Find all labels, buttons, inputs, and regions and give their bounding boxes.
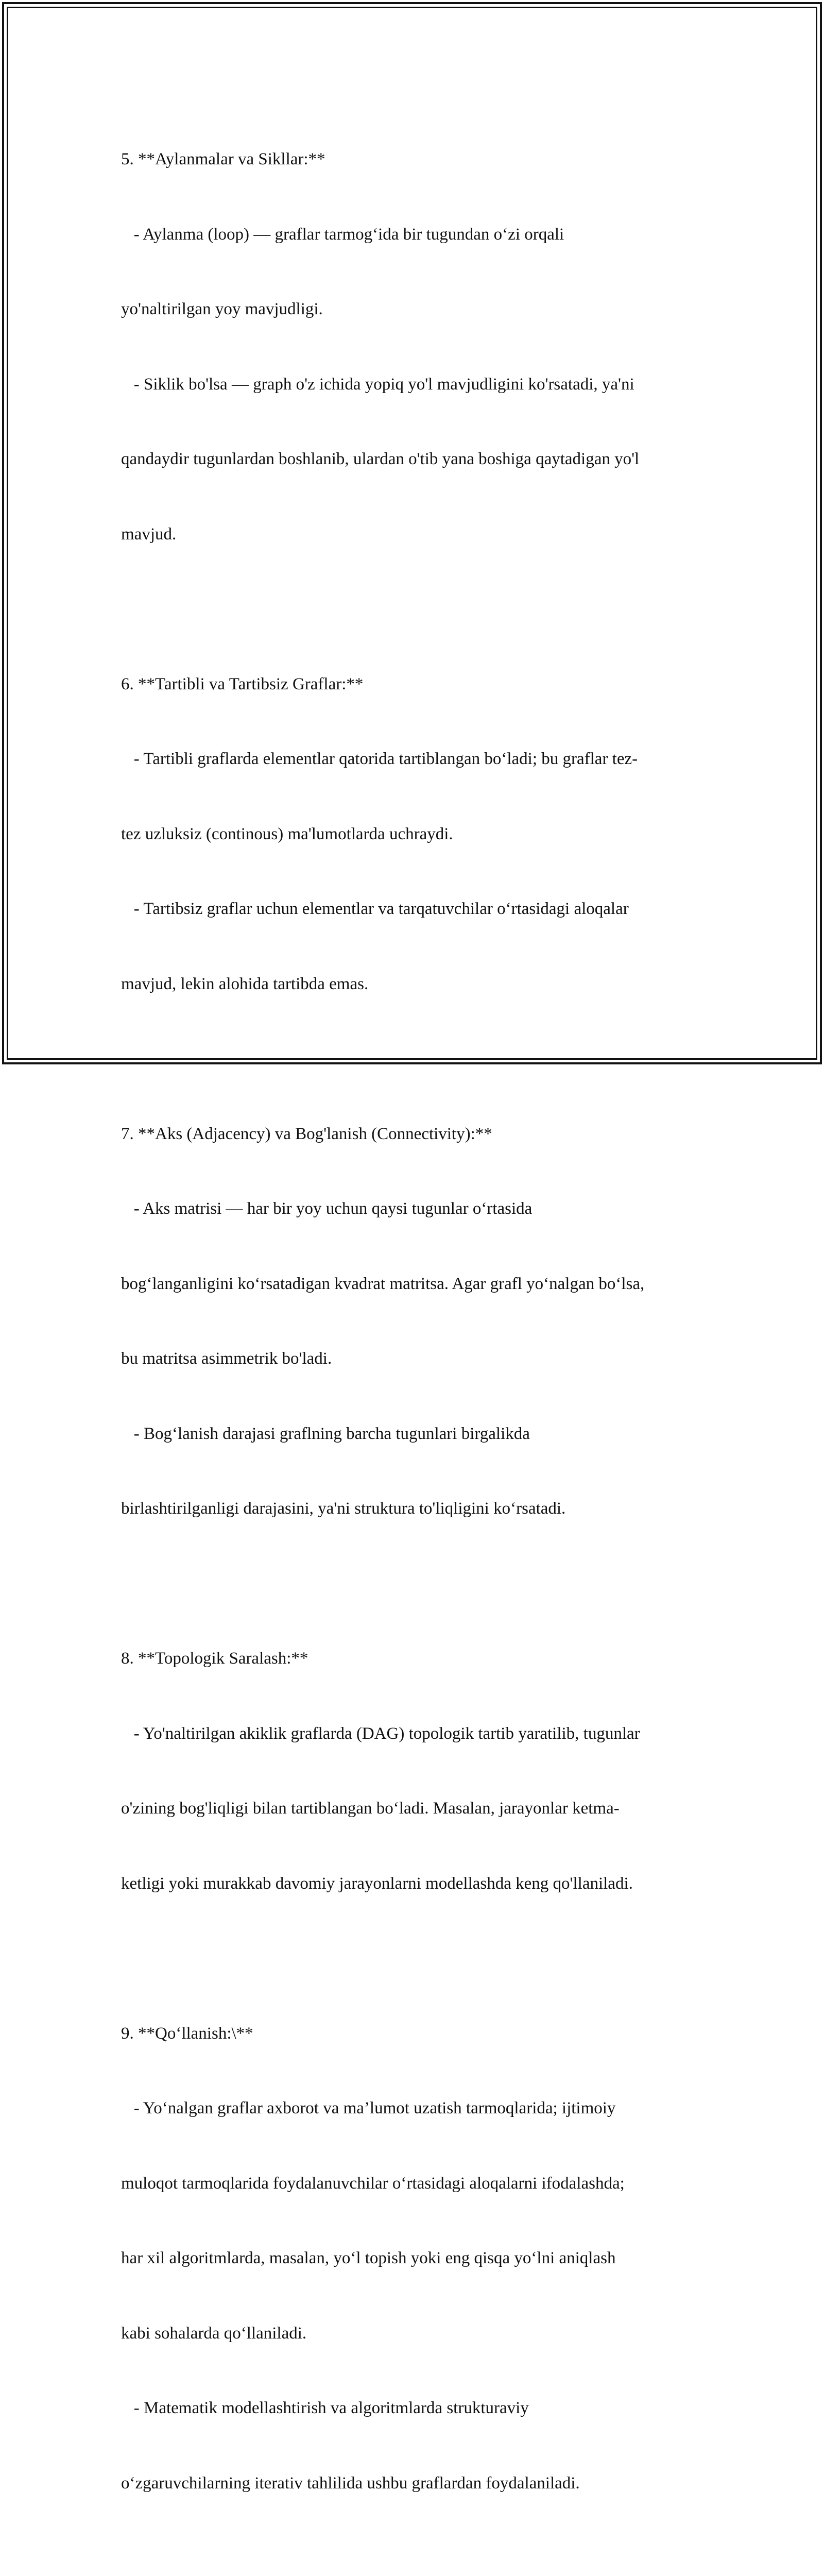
text-line: - Aylanma (loop) — graflar tarmog‘ida bir tugundan o‘zi orqali [121, 225, 564, 244]
text-line: bu matritsa asimmetrik bo'ladi. [121, 1349, 332, 1368]
text-line: har xil algoritmlarda, masalan, yo‘l topish yoki eng qisqa yo‘lni aniqlash [121, 2249, 616, 2267]
blank-line [121, 1946, 708, 1971]
text-line: muloqot tarmoqlarida foydalanuvchilar o‘rtasidagi aloqalarni ifodalashda; [121, 2174, 625, 2193]
blank-line [121, 597, 708, 622]
document-body [121, 97, 708, 2576]
text-line: 8. **Topologik Saralash:** [121, 1649, 308, 1668]
blank-line [121, 1046, 708, 1072]
text-line: - Yo‘nalgan graflar axborot va ma’lumot uzatish tarmoqlarida; ijtimoiy [121, 2099, 616, 2117]
text-line: - Siklik bo'lsa — graph o'z ichida yopiq yo'l mavjudligini ko'rsatadi, ya'ni [121, 375, 634, 394]
text-line: birlashtirilganligi darajasini, ya'ni struktura to'liqligini ko‘rsatadi. [121, 1499, 566, 1518]
text-line: 7. **Aks (Adjacency) va Bog'lanish (Connectivity):** [121, 1124, 492, 1143]
text-line: yo'naltirilgan yoy mavjudligi. [121, 300, 323, 318]
text-line: 5. **Aylanmalar va Sikllar:** [121, 150, 325, 168]
text-line: qandaydir tugunlardan boshlanib, ulardan o'tib yana boshiga qaytadigan yo'l [121, 450, 640, 468]
text-line: - Yo'naltirilgan akiklik graflarda (DAG) topologik tartib yaratilib, tugunlar [121, 1724, 640, 1743]
text-line: - Matematik modellashtirish va algoritmlarda strukturaviy [121, 2399, 529, 2417]
text-line: - Bog‘lanish darajasi graflning barcha tugunlari birgalikda [121, 1424, 530, 1443]
text-line: tez uzluksiz (continous) ma'lumotlarda uchraydi. [121, 824, 453, 843]
text-line: mavjud, lekin alohida tartibda emas. [121, 974, 369, 993]
text-line: 6. **Tartibli va Tartibsiz Graflar:** [121, 674, 364, 693]
text-line: o'zining bog'liqligi bilan tartiblangan bo‘ladi. Masalan, jarayonlar ketma- [121, 1799, 620, 1818]
blank-line [121, 2546, 708, 2571]
text-line: ketligi yoki murakkab davomiy jarayonlarni modellashda keng qo'llaniladi. [121, 1874, 633, 1893]
text-line: - Tartibsiz graflar uchun elementlar va tarqatuvchilar o‘rtasidagi aloqalar [121, 900, 629, 918]
text-line: 9. **Qo‘llanish:\** [121, 2024, 253, 2043]
text-line: kabi sohalarda qo‘llaniladi. [121, 2324, 307, 2343]
text-line: - Aks matrisi — har bir yoy uchun qaysi tugunlar o‘rtasida [121, 1199, 533, 1218]
text-line: - Tartibli graflarda elementlar qatorida tartiblangan bo‘ladi; bu graflar tez- [121, 750, 638, 768]
text-line: o‘zgaruvchilarning iterativ tahlilida ushbu graflardan foydalaniladi. [121, 2473, 580, 2493]
text-line: mavjud. [121, 524, 177, 544]
text-line: bog‘langanligini ko‘rsatadigan kvadrat matritsa. Agar grafl yo‘nalgan bo‘lsa, [121, 1274, 645, 1293]
blank-line [121, 1571, 708, 1597]
